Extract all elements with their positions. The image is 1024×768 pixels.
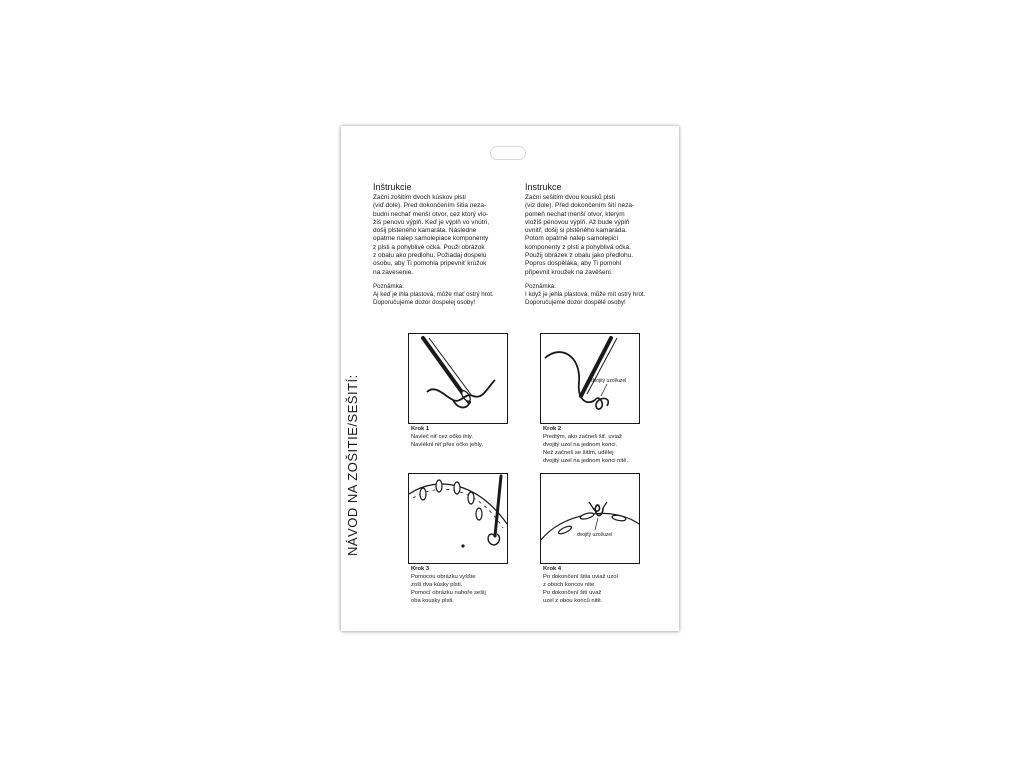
slovak-note-heading: Poznámka: xyxy=(373,282,404,290)
step-2-text: Predtým, ako začneš šiť, uviaž dvojitý uzol na jednom konci. Než začneš se šitím, udělej dvojitý uzel na jednom konci nitě. xyxy=(543,434,629,464)
slovak-heading: Inštrukcie xyxy=(373,182,412,192)
czech-note: I když je jehla plastová, může mít ostrý hrot. Doporučujeme dozor dospělé osoby! xyxy=(525,290,646,307)
slovak-note: Aj keď je ihla plastová, môže mať ostrý hrot. Doporučujeme dozor dospelej osoby! xyxy=(373,290,494,307)
step-1-illustration xyxy=(408,333,508,424)
end-knot-icon xyxy=(541,474,639,563)
step-2-caption xyxy=(543,426,663,465)
step-3-text: Pomocou obrázku vyššie zoši dva kúsky plsti. Pomocí obrázku nahoře sešij oba kousky plsti. xyxy=(411,574,486,604)
needle-thread-icon xyxy=(409,334,507,423)
slovak-instructions xyxy=(373,182,505,308)
double-knot-icon xyxy=(541,334,639,423)
step-1-title: Krok 1 xyxy=(411,426,430,432)
vertical-title: NÁVOD NA ZOŠITIE/SEŠITÍ: xyxy=(345,374,360,556)
hanging-hole-icon xyxy=(490,146,526,160)
felt-stitching-icon xyxy=(409,474,507,563)
step-4-caption xyxy=(543,566,663,605)
czech-instructions xyxy=(525,182,657,308)
step-4-label: dvojitý uzol/uzel xyxy=(577,532,613,538)
czech-note-heading: Poznámka: xyxy=(525,282,556,290)
step-3-title: Krok 3 xyxy=(411,566,430,572)
step-4-text: Po dokončení šitia uviaž uzol z oboch koncov nite. Po dokončení šití uvaž uzel z obou konců nitě. xyxy=(543,574,618,604)
step-1-text: Navleč niť cez očko ihly. Navlékni niť přes očko jehly. xyxy=(411,434,483,448)
step-3-illustration xyxy=(408,473,508,564)
step-2-label: dvojitý uzol/uzel xyxy=(591,378,627,384)
step-2-title: Krok 2 xyxy=(543,426,562,432)
step-3-caption xyxy=(411,566,531,605)
czech-body: Začni sešitím dvou kousků plsti (viz dole). Před dokončením šití neza- pomeň nechat menší otvor, kterým vložíš pěnovou výplň. Až bude výplň uvnitř, došij si plstěného kamaráda. Potom opatrně nalep samolepicí komponenty z plsti a pohyblivá očka. Použij obrázek z obalu jako předlohu. Popros dospěláka, aby Ti pomohl připevnit kroužek na zavěšení. xyxy=(525,194,635,276)
instruction-card xyxy=(341,126,679,631)
step-2-illustration xyxy=(540,333,640,424)
czech-heading: Instrukce xyxy=(525,182,562,192)
step-4-illustration xyxy=(540,473,640,564)
step-4-title: Krok 4 xyxy=(543,566,562,572)
step-1-caption xyxy=(411,426,531,449)
slovak-body: Začni zošitím dvoch kúskov plsti (viď dole). Pred dokončením šitia neza- budni nechať menší otvor, cez ktorý vlo- žíš penovú výplň. Keď je výplň vo vnútri, došij plsteného kamaráta. Následne opatrne nalep samolepiace komponenty z plsti a pohyblivé očká. Použi obrázok z obalu ako predlohu. Požiadaj dospelú osobu, aby Ti pomohla pripevniť krúžok na zavesenie. xyxy=(373,194,489,276)
